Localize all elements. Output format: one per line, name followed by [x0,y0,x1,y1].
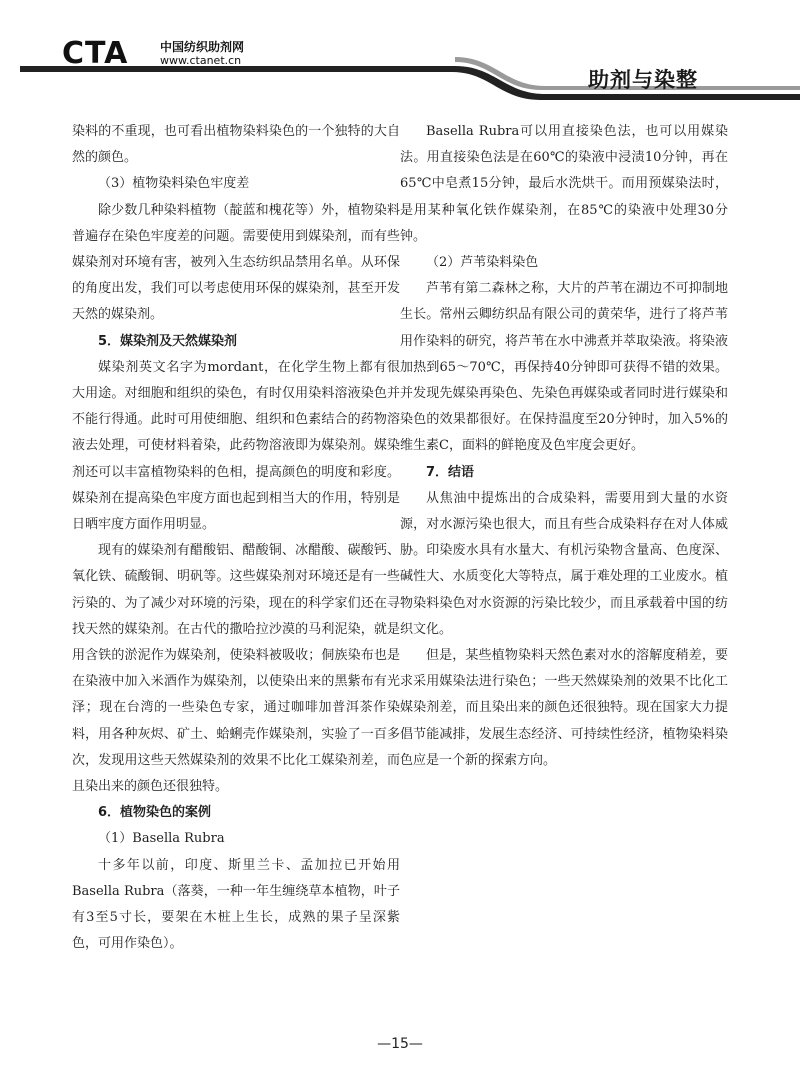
paragraph: 从焦油中提炼出的合成染料，需要用到大量的水资源，对水源污染也很大，而且有些合成染料存在对人体威胁。印染废水具有水量大、有机污染物含量高、色度深、碱性大、水质变化大等特点，属于难处理的工业废水。植物染料染色对水资源的污染比较少，而且承载着中国的纺织文化。 [400,490,728,637]
paragraph: 芦苇有第二森林之称，大片的芦苇在湖边不可抑制地生长。常州云卿纺织品有限公司的黄荣华，进行了将芦苇用作染料的研究，将芦苇在水中沸煮并萃取染液。将染液加热到65～70℃，再保持40分钟即可获得不错的效果。并发现先媒染再染色、先染色再媒染或者同时进行媒染和染色的效果都很好。在保持温度至20分钟时，加入5%的维生素C，面料的鲜艳度及色牢度会更好。 [400,281,728,454]
site-url: www.ctanet.cn [160,54,242,67]
left-column [72,119,400,958]
paragraph: 十多年以前，印度、斯里兰卡、孟加拉已开始用Basella Rubra（落葵，一种一年生缠绕草本植物，叶子有3至5寸长，要架在木桩上生长，成熟的果子呈深紫色，可用作染色）。 [72,857,400,952]
site-name: 中国纺织助剂网 [160,40,245,54]
paragraph: 染料的不重现，也可看出植物染料染色的一个独特的大自然的颜色。 [72,124,400,166]
section-heading: 5．媒染剂及天然媒染剂 [98,333,238,349]
paragraph: 媒染剂英文名字为mordant，在化学生物上都有很大用途。对细胞和组织的染色，有时仅用染料溶液染色并不能行得通。此时可用使细胞、组织和色素结合的药物溶液去处理，可使材料着染，此药物溶液即为媒染剂。媒染剂还可以丰富植物染料的色相，提高颜色的明度和彩度。媒染剂在提高染色牢度方面也起到相当大的作用，特别是日晒牢度方面作用明显。 [72,359,400,533]
page-number: —15— [377,1036,423,1052]
section-heading: 6．植物染色的案例 [98,805,212,821]
subheading: （3）植物染料染色牢度差 [98,176,250,192]
paragraph: Basella Rubra可以用直接染色法，也可以用媒染法。用直接染色法是在60℃的染液中浸渍10分钟，再在65℃中皂煮15分钟，最后水洗烘干。而用预媒染法时，是用某种氧化铁作媒染剂，在85℃的染液中处理30分钟。 [400,124,728,244]
subheading: （2）芦苇染料染色 [426,255,539,271]
page-header [0,0,800,110]
section-heading: 7．结语 [426,464,475,480]
cta-logo: CTA [62,36,129,71]
paragraph: 但是，某些植物染料天然色素对水的溶解度稍差，要求采用媒染法进行染色；一些天然媒染剂的效果不比化工媒染剂差，而且染出来的颜色还很独特。现在国家大力提倡节能减排，发展生态经济、可持续性经济，植物染料染色应是一个新的探索方向。 [400,648,728,768]
right-column [400,119,728,774]
subheading: （1）Basella Rubra [98,831,225,847]
paragraph: 现有的媒染剂有醋酸铝、醋酸铜、冰醋酸、碳酸钙、氧化铁、硫酸铜、明矾等。这些媒染剂对环境还是有一些污染的、为了减少对环境的污染，现在的科学家们还在寻找天然的媒染剂。在古代的撒哈拉沙漠的马利泥染，就是用含铁的淤泥作为媒染剂，使染料被吸收；侗族染布也是在染液中加入米酒作为媒染剂，以使染出来的黑紫布有光泽；现在台湾的一些染色专家，通过咖啡加普洱茶作染料，用各种灰烬、矿土、蛤蜊壳作媒染剂，实验了一百多次，发现用这些天然媒染剂的效果不比化工媒染剂差，而且染出来的颜色还很独特。 [72,543,400,795]
section-title: 助剂与染整 [588,68,698,92]
paragraph: 除少数几种染料植物（靛蓝和槐花等）外，植物染料普遍存在染色牢度差的问题。需要使用到媒染剂，而有些媒染剂对环境有害，被列入生态纺织品禁用名单。从环保的角度出发，我们可以考虑使用环保的媒染剂，甚至开发天然的媒染剂。 [72,202,400,323]
